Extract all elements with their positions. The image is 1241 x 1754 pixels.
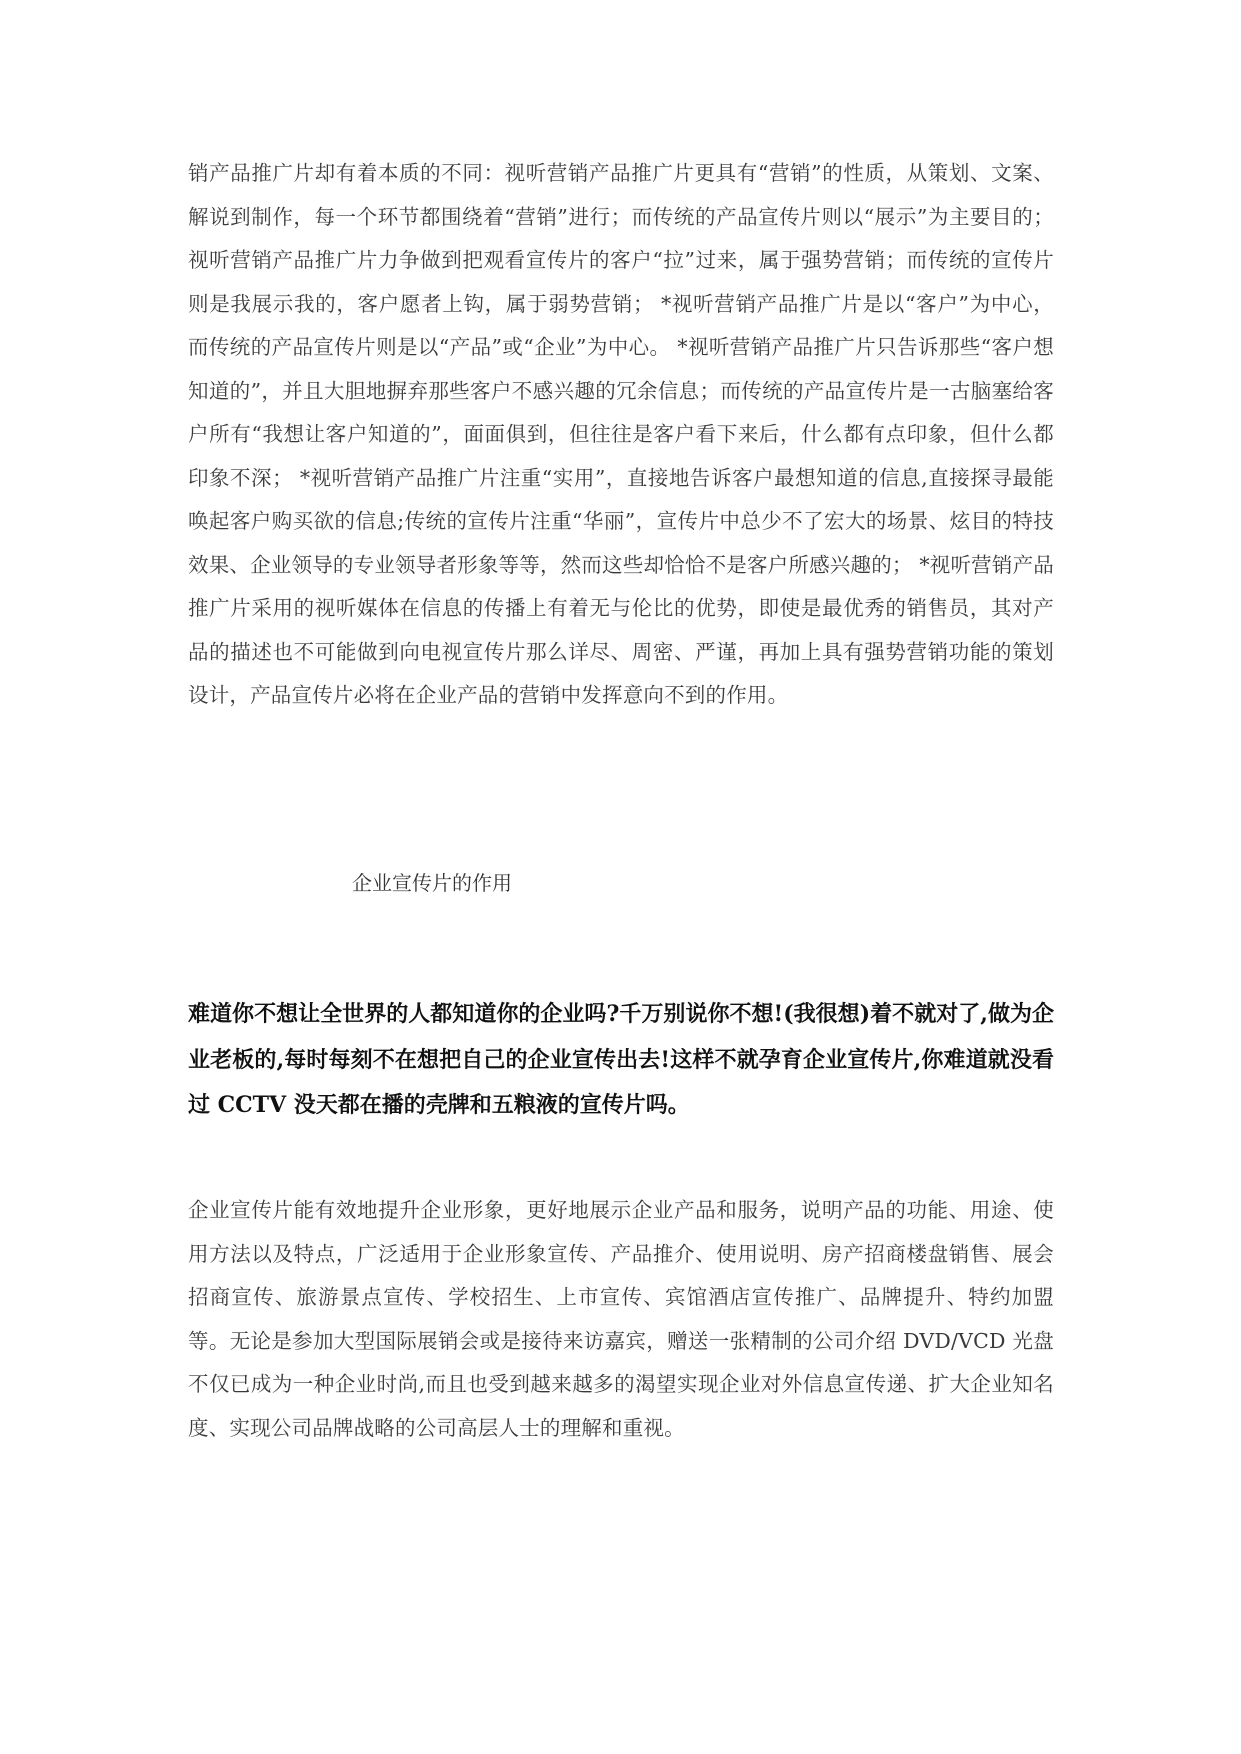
body-paragraph-benefits: 企业宣传片能有效地提升企业形象，更好地展示企业产品和服务，说明产品的功能、用途、使用方法以及特点，广泛适用于企业形象宣传、产品推介、使用说明、房产招商楼盘销售、展会招商宣传、旅游景点宣传、学校招生、上市宣传、宾馆酒店宣传推广、品牌提升、特约加盟等。无论是参加大型国际展销会或是接待来访嘉宾，赠送一张精制的公司介绍 DVD/VCD 光盘不仅已成为一种企业时尚,而且也受到越来越多的渴望实现企业对外信息宣传递、扩大企业知名度、实现公司品牌战略的公司高层人士的理解和重视。 <box>188 1198 1054 1440</box>
body-paragraph-comparison: 销产品推广片却有着本质的不同：视听营销产品推广片更具有“营销”的性质，从策划、文案、解说到制作，每一个环节都围绕着“营销”进行；而传统的产品宣传片则以“展示”为主要目的；视听营销产品推广片力争做到把观看宣传片的客户“拉”过来，属于强势营销；而传统的宣传片则是我展示我的，客户愿者上钩，属于弱势营销； *视听营销产品推广片是以“客户”为中心，而传统的产品宣传片则是以“产品”或“企业”为中心。 *视听营销产品推广片只告诉那些“客户想知道的”，并且大胆地摒弃那些客户不感兴趣的冗余信息；而传统的产品宣传片是一古脑塞给客户所有“我想让客户知道的”，面面俱到，但往往是客户看下来后，什么都有点印象，但什么都印象不深； *视听营销产品推广片注重“实用”，直接地告诉客户最想知道的信息,直接探寻最能唤起客户购买欲的信息;传统的宣传片注重“华丽”，宣传片中总少不了宏大的场景、炫目的特技效果、企业领导的专业领导者形象等等，然而这些却恰恰不是客户所感兴趣的； *视听营销产品推广片采用的视听媒体在信息的传播上有着无与伦比的优势，即使是最优秀的销售员，其对产品的描述也不可能做到向电视宣传片那么详尽、周密、严谨，再加上具有强势营销功能的策划设计，产品宣传片必将在企业产品的营销中发挥意向不到的作用。 <box>188 161 1054 707</box>
bold-intro-paragraph: 难道你不想让全世界的人都知道你的企业吗?千万别说你不想!(我很想)着不就对了,做为企业老板的,每时每刻不在想把自己的企业宣传出去!这样不就孕育企业宣传片,你难道就没看过 CCTV 没天都在播的壳牌和五粮液的宣传片吗。 <box>188 1001 1054 1118</box>
section-heading: 企业宣传片的作用 <box>352 871 512 895</box>
